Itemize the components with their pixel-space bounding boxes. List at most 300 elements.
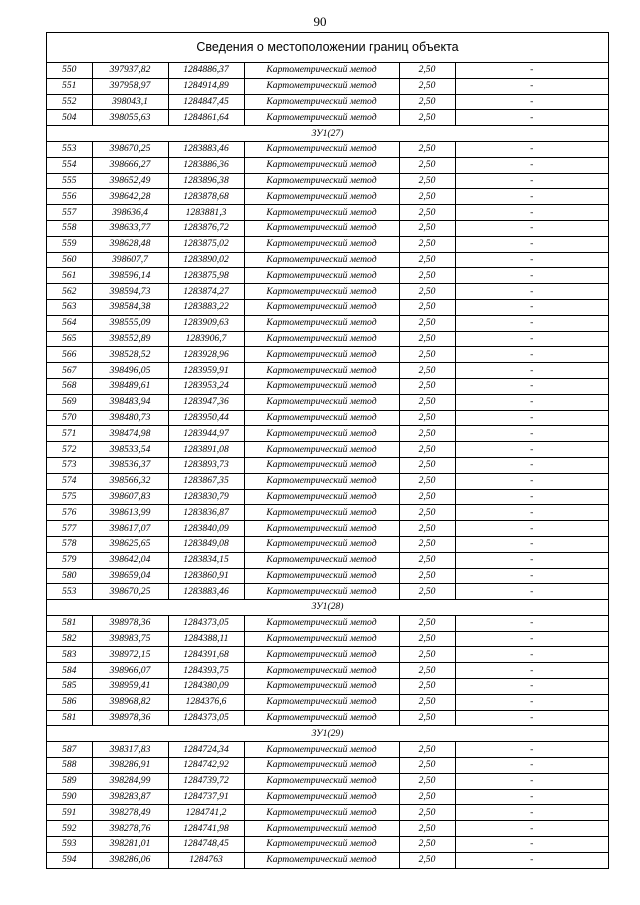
method-cell: Картометрический метод bbox=[244, 489, 399, 505]
coordinate-y-cell: 1284373,05 bbox=[168, 615, 244, 631]
accuracy-cell: 2,50 bbox=[399, 284, 455, 300]
method-cell: Картометрический метод bbox=[244, 852, 399, 867]
note-cell: - bbox=[455, 805, 608, 821]
note-cell: - bbox=[455, 694, 608, 710]
coordinate-x-cell: 398642,04 bbox=[92, 552, 168, 568]
coordinate-x-cell: 398633,77 bbox=[92, 220, 168, 236]
note-cell: - bbox=[455, 205, 608, 221]
note-cell: - bbox=[455, 837, 608, 853]
note-cell: - bbox=[455, 78, 608, 94]
coordinate-y-cell: 1283909,63 bbox=[168, 315, 244, 331]
coordinate-x-cell: 398968,82 bbox=[92, 694, 168, 710]
coordinate-x-cell: 398594,73 bbox=[92, 284, 168, 300]
accuracy-cell: 2,50 bbox=[399, 220, 455, 236]
point-number-cell: 564 bbox=[47, 315, 92, 331]
note-cell: - bbox=[455, 758, 608, 774]
point-number-cell: 587 bbox=[47, 742, 92, 758]
accuracy-cell: 2,50 bbox=[399, 789, 455, 805]
point-number-cell: 583 bbox=[47, 647, 92, 663]
accuracy-cell: 2,50 bbox=[399, 679, 455, 695]
point-number-cell: 572 bbox=[47, 442, 92, 458]
accuracy-cell: 2,50 bbox=[399, 758, 455, 774]
coordinate-y-cell: 1283896,38 bbox=[168, 173, 244, 189]
note-cell: - bbox=[455, 710, 608, 726]
point-number-cell: 567 bbox=[47, 363, 92, 379]
table-row bbox=[47, 789, 608, 805]
method-cell: Картометрический метод bbox=[244, 299, 399, 315]
coordinate-x-cell: 398978,36 bbox=[92, 615, 168, 631]
coordinate-x-cell: 398284,99 bbox=[92, 773, 168, 789]
method-cell: Картометрический метод bbox=[244, 189, 399, 205]
coordinate-y-cell: 1284739,72 bbox=[168, 773, 244, 789]
method-cell: Картометрический метод bbox=[244, 742, 399, 758]
note-cell: - bbox=[455, 252, 608, 268]
method-cell: Картометрический метод bbox=[244, 236, 399, 252]
coordinate-y-cell: 1284847,45 bbox=[168, 94, 244, 110]
point-number-cell: 585 bbox=[47, 679, 92, 695]
accuracy-cell: 2,50 bbox=[399, 410, 455, 426]
coordinate-y-cell: 1284886,37 bbox=[168, 63, 244, 78]
note-cell: - bbox=[455, 773, 608, 789]
point-number-cell: 569 bbox=[47, 394, 92, 410]
table-row bbox=[47, 63, 608, 78]
point-number-cell: 584 bbox=[47, 663, 92, 679]
accuracy-cell: 2,50 bbox=[399, 252, 455, 268]
table-row bbox=[47, 284, 608, 300]
method-cell: Картометрический метод bbox=[244, 758, 399, 774]
note-cell: - bbox=[455, 852, 608, 867]
coordinate-x-cell: 398474,98 bbox=[92, 426, 168, 442]
point-number-cell: 594 bbox=[47, 852, 92, 867]
point-number-cell: 575 bbox=[47, 489, 92, 505]
coordinate-x-cell: 398566,32 bbox=[92, 473, 168, 489]
method-cell: Картометрический метод bbox=[244, 141, 399, 157]
point-number-cell: 581 bbox=[47, 615, 92, 631]
table-row bbox=[47, 837, 608, 853]
coordinate-y-cell: 1284748,45 bbox=[168, 837, 244, 853]
method-cell: Картометрический метод bbox=[244, 631, 399, 647]
coordinate-x-cell: 398584,38 bbox=[92, 299, 168, 315]
coordinate-x-cell: 398978,36 bbox=[92, 710, 168, 726]
coordinate-x-cell: 398625,65 bbox=[92, 536, 168, 552]
point-number-cell: 589 bbox=[47, 773, 92, 789]
table-row bbox=[47, 205, 608, 221]
method-cell: Картометрический метод bbox=[244, 268, 399, 284]
note-cell: - bbox=[455, 821, 608, 837]
accuracy-cell: 2,50 bbox=[399, 426, 455, 442]
coordinate-y-cell: 1283890,02 bbox=[168, 252, 244, 268]
table-row bbox=[47, 363, 608, 379]
note-cell: - bbox=[455, 268, 608, 284]
note-cell: - bbox=[455, 331, 608, 347]
note-cell: - bbox=[455, 220, 608, 236]
table-row bbox=[47, 220, 608, 236]
table-row bbox=[47, 299, 608, 315]
section-label: ЗУ1(29) bbox=[47, 726, 608, 742]
method-cell: Картометрический метод bbox=[244, 331, 399, 347]
coordinate-y-cell: 1283953,24 bbox=[168, 378, 244, 394]
coordinate-x-cell: 397937,82 bbox=[92, 63, 168, 78]
coordinate-x-cell: 398286,91 bbox=[92, 758, 168, 774]
method-cell: Картометрический метод bbox=[244, 837, 399, 853]
point-number-cell: 588 bbox=[47, 758, 92, 774]
coordinate-y-cell: 1283891,08 bbox=[168, 442, 244, 458]
coordinate-y-cell: 1284380,09 bbox=[168, 679, 244, 695]
coordinate-y-cell: 1284724,34 bbox=[168, 742, 244, 758]
method-cell: Картометрический метод bbox=[244, 663, 399, 679]
method-cell: Картометрический метод bbox=[244, 220, 399, 236]
coordinate-y-cell: 1283840,09 bbox=[168, 521, 244, 537]
note-cell: - bbox=[455, 299, 608, 315]
point-number-cell: 577 bbox=[47, 521, 92, 537]
method-cell: Картометрический метод bbox=[244, 347, 399, 363]
table-row bbox=[47, 315, 608, 331]
point-number-cell: 574 bbox=[47, 473, 92, 489]
note-cell: - bbox=[455, 663, 608, 679]
method-cell: Картометрический метод bbox=[244, 378, 399, 394]
table-row bbox=[47, 758, 608, 774]
table-row bbox=[47, 473, 608, 489]
method-cell: Картометрический метод bbox=[244, 536, 399, 552]
point-number-cell: 557 bbox=[47, 205, 92, 221]
coordinate-x-cell: 398628,48 bbox=[92, 236, 168, 252]
method-cell: Картометрический метод bbox=[244, 647, 399, 663]
table-row bbox=[47, 110, 608, 126]
accuracy-cell: 2,50 bbox=[399, 157, 455, 173]
coordinate-y-cell: 1283878,68 bbox=[168, 189, 244, 205]
table-row bbox=[47, 141, 608, 157]
coordinate-x-cell: 398642,28 bbox=[92, 189, 168, 205]
accuracy-cell: 2,50 bbox=[399, 568, 455, 584]
table-row bbox=[47, 252, 608, 268]
coordinate-x-cell: 398666,27 bbox=[92, 157, 168, 173]
table-row bbox=[47, 442, 608, 458]
point-number-cell: 558 bbox=[47, 220, 92, 236]
note-cell: - bbox=[455, 489, 608, 505]
note-cell: - bbox=[455, 631, 608, 647]
coordinate-y-cell: 1283928,96 bbox=[168, 347, 244, 363]
note-cell: - bbox=[455, 394, 608, 410]
accuracy-cell: 2,50 bbox=[399, 773, 455, 789]
coordinate-y-cell: 1283830,79 bbox=[168, 489, 244, 505]
method-cell: Картометрический метод bbox=[244, 710, 399, 726]
coordinates-table-body bbox=[47, 63, 608, 868]
method-cell: Картометрический метод bbox=[244, 426, 399, 442]
accuracy-cell: 2,50 bbox=[399, 536, 455, 552]
point-number-cell: 586 bbox=[47, 694, 92, 710]
table-row bbox=[47, 410, 608, 426]
coordinate-x-cell: 398533,54 bbox=[92, 442, 168, 458]
method-cell: Картометрический метод bbox=[244, 173, 399, 189]
point-number-cell: 551 bbox=[47, 78, 92, 94]
coordinate-y-cell: 1283834,15 bbox=[168, 552, 244, 568]
coordinate-y-cell: 1284391,68 bbox=[168, 647, 244, 663]
point-number-cell: 560 bbox=[47, 252, 92, 268]
coordinate-y-cell: 1283836,87 bbox=[168, 505, 244, 521]
accuracy-cell: 2,50 bbox=[399, 94, 455, 110]
coordinate-y-cell: 1284376,6 bbox=[168, 694, 244, 710]
accuracy-cell: 2,50 bbox=[399, 663, 455, 679]
accuracy-cell: 2,50 bbox=[399, 631, 455, 647]
method-cell: Картометрический метод bbox=[244, 410, 399, 426]
accuracy-cell: 2,50 bbox=[399, 584, 455, 600]
table-row bbox=[47, 615, 608, 631]
table-row bbox=[47, 710, 608, 726]
coordinate-x-cell: 398536,37 bbox=[92, 457, 168, 473]
coordinate-x-cell: 398607,83 bbox=[92, 489, 168, 505]
coordinate-y-cell: 1283876,72 bbox=[168, 220, 244, 236]
coordinate-y-cell: 1283867,35 bbox=[168, 473, 244, 489]
note-cell: - bbox=[455, 189, 608, 205]
coordinate-x-cell: 398636,4 bbox=[92, 205, 168, 221]
table-row bbox=[47, 821, 608, 837]
note-cell: - bbox=[455, 789, 608, 805]
method-cell: Картометрический метод bbox=[244, 821, 399, 837]
page-number: 90 bbox=[313, 14, 327, 29]
note-cell: - bbox=[455, 679, 608, 695]
accuracy-cell: 2,50 bbox=[399, 442, 455, 458]
coordinate-y-cell: 1284393,75 bbox=[168, 663, 244, 679]
coordinate-x-cell: 398659,04 bbox=[92, 568, 168, 584]
table-row bbox=[47, 521, 608, 537]
accuracy-cell: 2,50 bbox=[399, 378, 455, 394]
point-number-cell: 568 bbox=[47, 378, 92, 394]
coordinate-y-cell: 1283947,36 bbox=[168, 394, 244, 410]
table-row bbox=[47, 189, 608, 205]
accuracy-cell: 2,50 bbox=[399, 394, 455, 410]
point-number-cell: 565 bbox=[47, 331, 92, 347]
point-number-cell: 576 bbox=[47, 505, 92, 521]
coordinate-y-cell: 1283893,73 bbox=[168, 457, 244, 473]
method-cell: Картометрический метод bbox=[244, 789, 399, 805]
accuracy-cell: 2,50 bbox=[399, 505, 455, 521]
point-number-cell: 581 bbox=[47, 710, 92, 726]
table-row bbox=[47, 173, 608, 189]
accuracy-cell: 2,50 bbox=[399, 821, 455, 837]
point-number-cell: 582 bbox=[47, 631, 92, 647]
table-row bbox=[47, 78, 608, 94]
section-label: ЗУ1(27) bbox=[47, 126, 608, 142]
method-cell: Картометрический метод bbox=[244, 94, 399, 110]
point-number-cell: 555 bbox=[47, 173, 92, 189]
accuracy-cell: 2,50 bbox=[399, 710, 455, 726]
method-cell: Картометрический метод bbox=[244, 552, 399, 568]
method-cell: Картометрический метод bbox=[244, 78, 399, 94]
section-row bbox=[47, 126, 608, 142]
note-cell: - bbox=[455, 615, 608, 631]
table-row bbox=[47, 331, 608, 347]
coordinate-y-cell: 1283886,36 bbox=[168, 157, 244, 173]
accuracy-cell: 2,50 bbox=[399, 615, 455, 631]
point-number-cell: 504 bbox=[47, 110, 92, 126]
coordinate-x-cell: 398283,87 bbox=[92, 789, 168, 805]
point-number-cell: 563 bbox=[47, 299, 92, 315]
table-row bbox=[47, 647, 608, 663]
method-cell: Картометрический метод bbox=[244, 505, 399, 521]
coordinate-x-cell: 398480,73 bbox=[92, 410, 168, 426]
method-cell: Картометрический метод bbox=[244, 394, 399, 410]
coordinate-y-cell: 1284914,89 bbox=[168, 78, 244, 94]
accuracy-cell: 2,50 bbox=[399, 110, 455, 126]
accuracy-cell: 2,50 bbox=[399, 521, 455, 537]
method-cell: Картометрический метод bbox=[244, 805, 399, 821]
coordinate-y-cell: 1283883,46 bbox=[168, 141, 244, 157]
table-row bbox=[47, 852, 608, 867]
method-cell: Картометрический метод bbox=[244, 615, 399, 631]
point-number-cell: 556 bbox=[47, 189, 92, 205]
point-number-cell: 562 bbox=[47, 284, 92, 300]
accuracy-cell: 2,50 bbox=[399, 837, 455, 853]
method-cell: Картометрический метод bbox=[244, 473, 399, 489]
coordinate-x-cell: 398483,94 bbox=[92, 394, 168, 410]
table-row bbox=[47, 489, 608, 505]
method-cell: Картометрический метод bbox=[244, 315, 399, 331]
table-row bbox=[47, 663, 608, 679]
coordinate-x-cell: 398278,49 bbox=[92, 805, 168, 821]
method-cell: Картометрический метод bbox=[244, 694, 399, 710]
coordinate-x-cell: 397958,97 bbox=[92, 78, 168, 94]
point-number-cell: 553 bbox=[47, 584, 92, 600]
note-cell: - bbox=[455, 505, 608, 521]
note-cell: - bbox=[455, 363, 608, 379]
method-cell: Картометрический метод bbox=[244, 584, 399, 600]
accuracy-cell: 2,50 bbox=[399, 315, 455, 331]
accuracy-cell: 2,50 bbox=[399, 205, 455, 221]
coordinate-x-cell: 398528,52 bbox=[92, 347, 168, 363]
table-row bbox=[47, 426, 608, 442]
method-cell: Картометрический метод bbox=[244, 679, 399, 695]
accuracy-cell: 2,50 bbox=[399, 189, 455, 205]
note-cell: - bbox=[455, 521, 608, 537]
method-cell: Картометрический метод bbox=[244, 442, 399, 458]
coordinate-x-cell: 398652,49 bbox=[92, 173, 168, 189]
point-number-cell: 559 bbox=[47, 236, 92, 252]
point-number-cell: 561 bbox=[47, 268, 92, 284]
note-cell: - bbox=[455, 378, 608, 394]
coordinate-y-cell: 1284861,64 bbox=[168, 110, 244, 126]
coordinate-x-cell: 398055,63 bbox=[92, 110, 168, 126]
coordinate-y-cell: 1283860,91 bbox=[168, 568, 244, 584]
note-cell: - bbox=[455, 426, 608, 442]
point-number-cell: 593 bbox=[47, 837, 92, 853]
accuracy-cell: 2,50 bbox=[399, 299, 455, 315]
accuracy-cell: 2,50 bbox=[399, 63, 455, 78]
point-number-cell: 571 bbox=[47, 426, 92, 442]
coordinate-x-cell: 398278,76 bbox=[92, 821, 168, 837]
note-cell: - bbox=[455, 442, 608, 458]
point-number-cell: 579 bbox=[47, 552, 92, 568]
method-cell: Картометрический метод bbox=[244, 157, 399, 173]
coordinate-y-cell: 1283950,44 bbox=[168, 410, 244, 426]
accuracy-cell: 2,50 bbox=[399, 347, 455, 363]
coordinate-y-cell: 1284737,91 bbox=[168, 789, 244, 805]
boundary-table-sheet bbox=[46, 32, 609, 869]
point-number-cell: 580 bbox=[47, 568, 92, 584]
coordinate-x-cell: 398496,05 bbox=[92, 363, 168, 379]
point-number-cell: 592 bbox=[47, 821, 92, 837]
section-row bbox=[47, 726, 608, 742]
method-cell: Картометрический метод bbox=[244, 205, 399, 221]
coordinate-y-cell: 1283881,3 bbox=[168, 205, 244, 221]
note-cell: - bbox=[455, 141, 608, 157]
section-row bbox=[47, 600, 608, 616]
method-cell: Картометрический метод bbox=[244, 363, 399, 379]
coordinate-x-cell: 398317,83 bbox=[92, 742, 168, 758]
table-row bbox=[47, 679, 608, 695]
point-number-cell: 591 bbox=[47, 805, 92, 821]
note-cell: - bbox=[455, 536, 608, 552]
note-cell: - bbox=[455, 457, 608, 473]
coordinate-y-cell: 1283883,22 bbox=[168, 299, 244, 315]
accuracy-cell: 2,50 bbox=[399, 173, 455, 189]
note-cell: - bbox=[455, 473, 608, 489]
section-label: ЗУ1(28) bbox=[47, 600, 608, 616]
note-cell: - bbox=[455, 173, 608, 189]
note-cell: - bbox=[455, 584, 608, 600]
table-row bbox=[47, 552, 608, 568]
table-row bbox=[47, 394, 608, 410]
accuracy-cell: 2,50 bbox=[399, 489, 455, 505]
point-number-cell: 573 bbox=[47, 457, 92, 473]
note-cell: - bbox=[455, 236, 608, 252]
point-number-cell: 570 bbox=[47, 410, 92, 426]
coordinate-y-cell: 1284741,2 bbox=[168, 805, 244, 821]
note-cell: - bbox=[455, 284, 608, 300]
point-number-cell: 566 bbox=[47, 347, 92, 363]
table-row bbox=[47, 631, 608, 647]
table-row bbox=[47, 505, 608, 521]
coordinate-x-cell: 398617,07 bbox=[92, 521, 168, 537]
accuracy-cell: 2,50 bbox=[399, 647, 455, 663]
accuracy-cell: 2,50 bbox=[399, 331, 455, 347]
coordinates-table bbox=[47, 63, 608, 868]
accuracy-cell: 2,50 bbox=[399, 363, 455, 379]
point-number-cell: 552 bbox=[47, 94, 92, 110]
note-cell: - bbox=[455, 647, 608, 663]
method-cell: Картометрический метод bbox=[244, 521, 399, 537]
coordinate-x-cell: 398607,7 bbox=[92, 252, 168, 268]
coordinate-x-cell: 398286,06 bbox=[92, 852, 168, 867]
coordinate-x-cell: 398552,89 bbox=[92, 331, 168, 347]
coordinate-y-cell: 1283944,97 bbox=[168, 426, 244, 442]
table-row bbox=[47, 805, 608, 821]
coordinate-y-cell: 1283849,08 bbox=[168, 536, 244, 552]
coordinate-x-cell: 398966,07 bbox=[92, 663, 168, 679]
coordinate-y-cell: 1284373,05 bbox=[168, 710, 244, 726]
table-row bbox=[47, 694, 608, 710]
note-cell: - bbox=[455, 94, 608, 110]
coordinate-y-cell: 1283875,02 bbox=[168, 236, 244, 252]
accuracy-cell: 2,50 bbox=[399, 552, 455, 568]
accuracy-cell: 2,50 bbox=[399, 852, 455, 867]
note-cell: - bbox=[455, 315, 608, 331]
table-row bbox=[47, 378, 608, 394]
method-cell: Картометрический метод bbox=[244, 284, 399, 300]
table-row bbox=[47, 742, 608, 758]
note-cell: - bbox=[455, 157, 608, 173]
coordinate-x-cell: 398613,99 bbox=[92, 505, 168, 521]
accuracy-cell: 2,50 bbox=[399, 141, 455, 157]
coordinate-x-cell: 398555,09 bbox=[92, 315, 168, 331]
note-cell: - bbox=[455, 63, 608, 78]
point-number-cell: 554 bbox=[47, 157, 92, 173]
accuracy-cell: 2,50 bbox=[399, 78, 455, 94]
table-title: Сведения о местоположении границ объекта bbox=[47, 33, 608, 63]
coordinate-x-cell: 398489,61 bbox=[92, 378, 168, 394]
note-cell: - bbox=[455, 742, 608, 758]
table-row bbox=[47, 236, 608, 252]
coordinate-y-cell: 1284742,92 bbox=[168, 758, 244, 774]
